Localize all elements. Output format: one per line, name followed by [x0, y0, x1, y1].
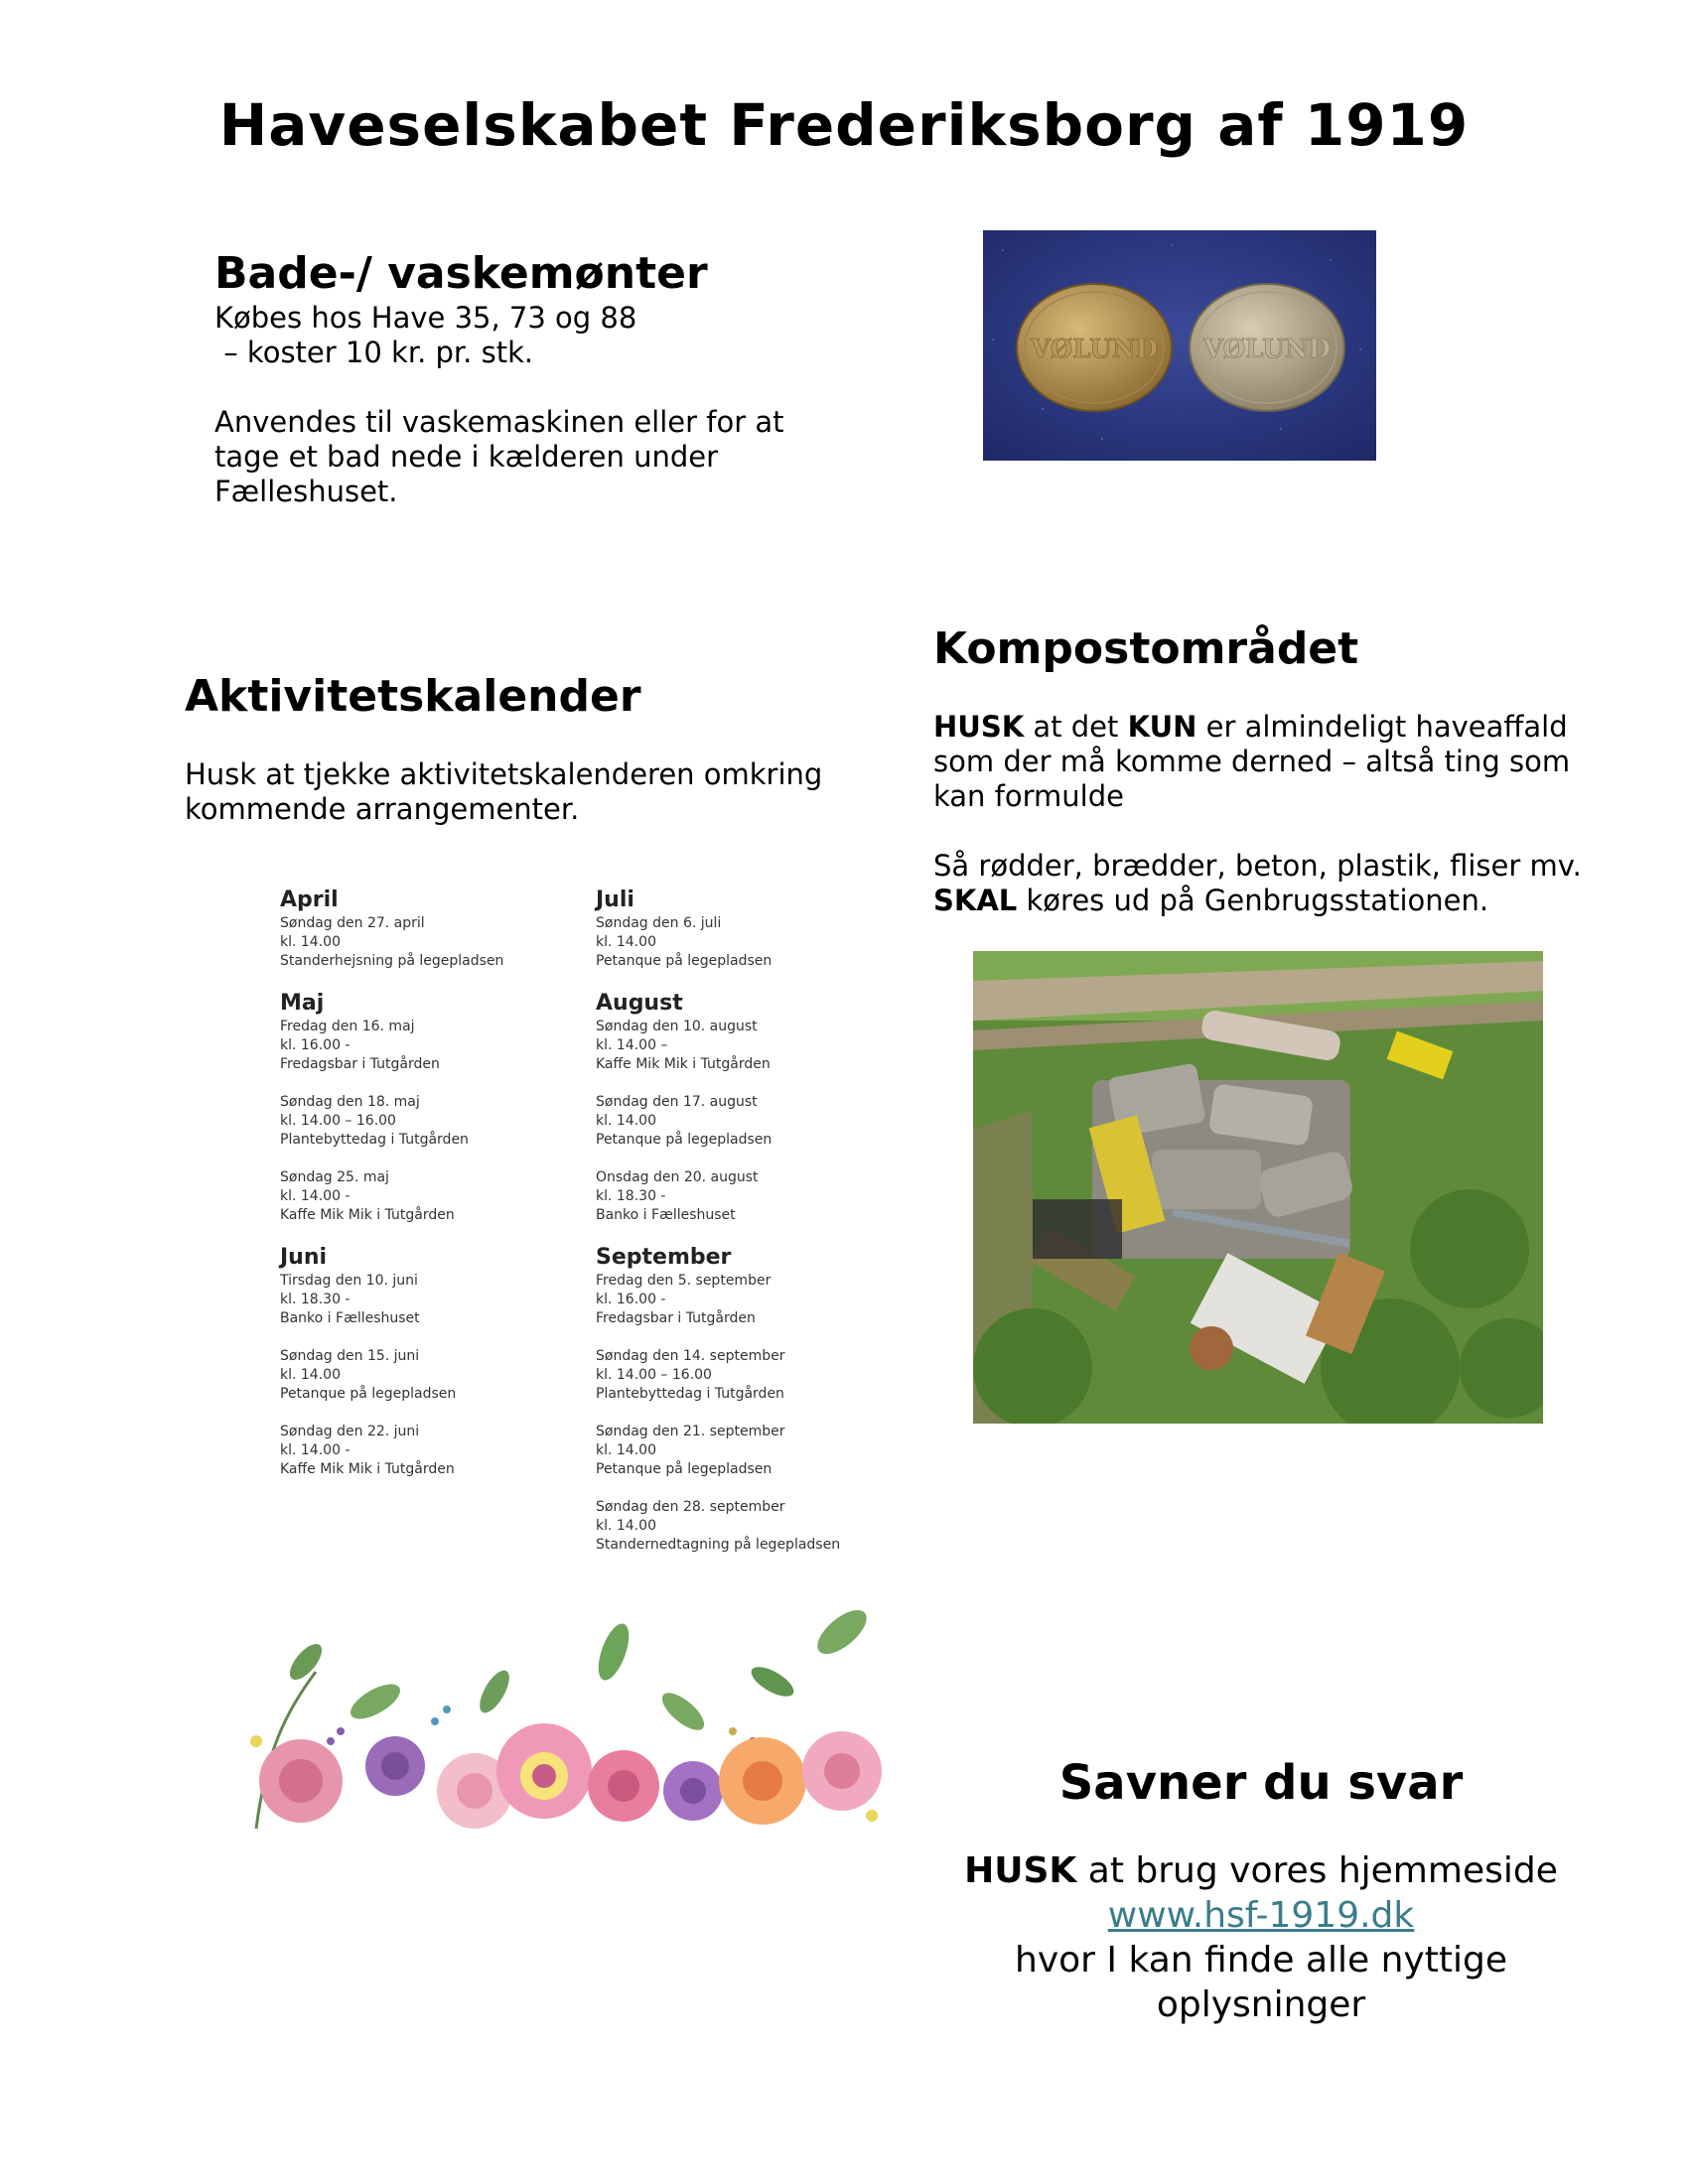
calendar-event [280, 1018, 598, 1074]
event-title: Plantebyttedag i Tutgården [596, 1386, 784, 1402]
flower-banner [236, 1592, 898, 1829]
event-title: Plantebyttedag i Tutgården [280, 1132, 469, 1148]
calendar-event [596, 1168, 914, 1225]
website-line-1-rest: at brug vores hjemmeside [1076, 1850, 1558, 1891]
tokens-section [214, 248, 910, 509]
calendar-month-heading: Juni [280, 1245, 328, 1270]
compost-p1-line-3: kan formulde [933, 779, 1124, 813]
event-title: Kaffe Mik Mik i Tutgården [280, 1207, 455, 1223]
event-time: kl. 14.00 [596, 1442, 656, 1458]
event-date: Søndag den 28. september [596, 1499, 785, 1515]
event-date: Fredag den 16. maj [280, 1019, 415, 1034]
website-line-4: oplysninger [1156, 1984, 1366, 2025]
event-date: Fredag den 5. september [596, 1273, 772, 1289]
website-husk: HUSK [964, 1850, 1077, 1891]
event-title: Standerhejsning på legepladsen [280, 953, 504, 969]
coin-1-label: VØLUND [1030, 335, 1159, 364]
compost-p2-line-1: Så rødder, brædder, beton, plastik, fliser mv. [933, 849, 1582, 883]
compost-p1-line-2: som der må komme derned – altså ting som [933, 745, 1571, 778]
compost-skal: SKAL [933, 884, 1018, 917]
calendar-month-block [280, 887, 598, 971]
coin-2-label: VØLUND [1202, 335, 1332, 364]
compost-p1-line-1 [933, 710, 1648, 745]
compost-photo [973, 951, 1543, 1424]
event-time: kl. 16.00 - [280, 1037, 351, 1053]
event-time: kl. 14.00 [280, 1367, 341, 1383]
event-time: kl. 18.30 - [280, 1292, 351, 1307]
event-time: kl. 14.00 - [280, 1188, 351, 1204]
event-title: Petanque på legepladsen [280, 1386, 457, 1402]
calendar-event [280, 1423, 598, 1479]
calendar-month-block [280, 991, 598, 1225]
calendar-event [596, 1093, 914, 1150]
event-date: Søndag den 21. september [596, 1424, 785, 1439]
calendar-right-column [596, 887, 914, 1574]
event-title: Petanque på legepladsen [596, 953, 773, 969]
event-title: Fredagsbar i Tutgården [280, 1056, 440, 1072]
event-date: Søndag den 22. juni [280, 1424, 420, 1439]
calendar-event [596, 1423, 914, 1479]
activities-section [185, 671, 880, 827]
calendar-month-heading: April [280, 887, 339, 912]
event-time: kl. 14.00 - [280, 1442, 351, 1458]
event-time: kl. 14.00 – 16.00 [596, 1367, 712, 1383]
calendar-month-heading: Maj [280, 991, 325, 1016]
calendar-month-block [596, 991, 914, 1225]
calendar-month-heading: August [596, 991, 683, 1016]
calendar-event [596, 914, 914, 971]
event-title: Standernedtagning på legepladsen [596, 1537, 841, 1553]
event-date: Onsdag den 20. august [596, 1169, 759, 1185]
compost-p1-b: er almindeligt haveaffald [1196, 710, 1568, 744]
event-time: kl. 14.00 [280, 934, 341, 950]
calendar-event [596, 1498, 914, 1555]
tokens-line-1: Købes hos Have 35, 73 og 88 [214, 301, 637, 335]
calendar-left-column [280, 887, 598, 1499]
coins-image [983, 230, 1376, 461]
event-title: Kaffe Mik Mik i Tutgården [596, 1056, 771, 1072]
flowers-image [236, 1592, 898, 1829]
event-time: kl. 18.30 - [596, 1188, 666, 1204]
event-date: Søndag den 18. maj [280, 1094, 420, 1110]
compost-image [973, 951, 1543, 1424]
event-date: Søndag den 10. august [596, 1019, 758, 1034]
tokens-line-4: tage et bad nede i kælderen under Fælleshuset. [214, 440, 719, 508]
calendar-event [280, 914, 598, 971]
tokens-line-3: Anvendes til vaskemaskinen eller for at [214, 405, 784, 439]
compost-p2-line-2 [933, 884, 1648, 918]
activities-line-2: kommende arrangementer. [185, 792, 580, 826]
event-date: Søndag den 15. juni [280, 1348, 420, 1364]
calendar-month-heading: Juli [596, 887, 634, 912]
website-line-1 [923, 1848, 1599, 1893]
calendar-month-heading: September [596, 1245, 732, 1270]
calendar-month-block [280, 1245, 598, 1479]
website-section [923, 1755, 1599, 2027]
calendar-event [280, 1347, 598, 1404]
compost-section [933, 623, 1648, 918]
event-title: Fredagsbar i Tutgården [596, 1310, 756, 1326]
event-title: Banko i Fælleshuset [280, 1310, 420, 1326]
compost-heading: Kompostområdet [933, 623, 1359, 674]
event-time: kl. 14.00 [596, 1518, 656, 1534]
tokens-line-2: – koster 10 kr. pr. stk. [214, 336, 534, 369]
event-title: Banko i Fælleshuset [596, 1207, 736, 1223]
event-date: Søndag den 14. september [596, 1348, 785, 1364]
page-title: Haveselskabet Frederiksborg af 1919 [218, 91, 1470, 159]
event-date: Søndag 25. maj [280, 1169, 389, 1185]
event-date: Søndag den 27. april [280, 915, 425, 931]
event-title: Kaffe Mik Mik i Tutgården [280, 1461, 455, 1477]
website-line-3: hvor I kan finde alle nyttige [1015, 1940, 1507, 1980]
calendar-event [596, 1272, 914, 1328]
calendar-event [280, 1093, 598, 1150]
event-date: Tirsdag den 10. juni [280, 1273, 418, 1289]
activities-line-1: Husk at tjekke aktivitetskalenderen omkring [185, 757, 823, 791]
event-time: kl. 14.00 – [596, 1037, 668, 1053]
event-time: kl. 16.00 - [596, 1292, 666, 1307]
calendar-event [596, 1018, 914, 1074]
event-title: Petanque på legepladsen [596, 1132, 773, 1148]
calendar-event [596, 1347, 914, 1404]
event-date: Søndag den 6. juli [596, 915, 722, 931]
calendar-event [280, 1168, 598, 1225]
event-time: kl. 14.00 [596, 934, 656, 950]
compost-husk: HUSK [933, 710, 1025, 744]
event-time: kl. 14.00 – 16.00 [280, 1113, 396, 1129]
event-time: kl. 14.00 [596, 1113, 656, 1129]
event-date: Søndag den 17. august [596, 1094, 758, 1110]
compost-p1-a: at det [1024, 710, 1128, 744]
compost-p2-rest: køres ud på Genbrugsstationen. [1017, 884, 1489, 917]
calendar-month-block [596, 887, 914, 971]
activities-heading: Aktivitetskalender [185, 671, 641, 722]
tokens-heading: Bade-/ vaskemønter [214, 248, 708, 299]
event-title: Petanque på legepladsen [596, 1461, 773, 1477]
website-heading: Savner du svar [1058, 1755, 1464, 1811]
compost-kun: KUN [1127, 710, 1197, 744]
calendar-month-block [596, 1245, 914, 1555]
tokens-photo [983, 230, 1376, 461]
calendar-event [280, 1272, 598, 1328]
website-link[interactable]: www.hsf-1919.dk [1107, 1895, 1415, 1936]
